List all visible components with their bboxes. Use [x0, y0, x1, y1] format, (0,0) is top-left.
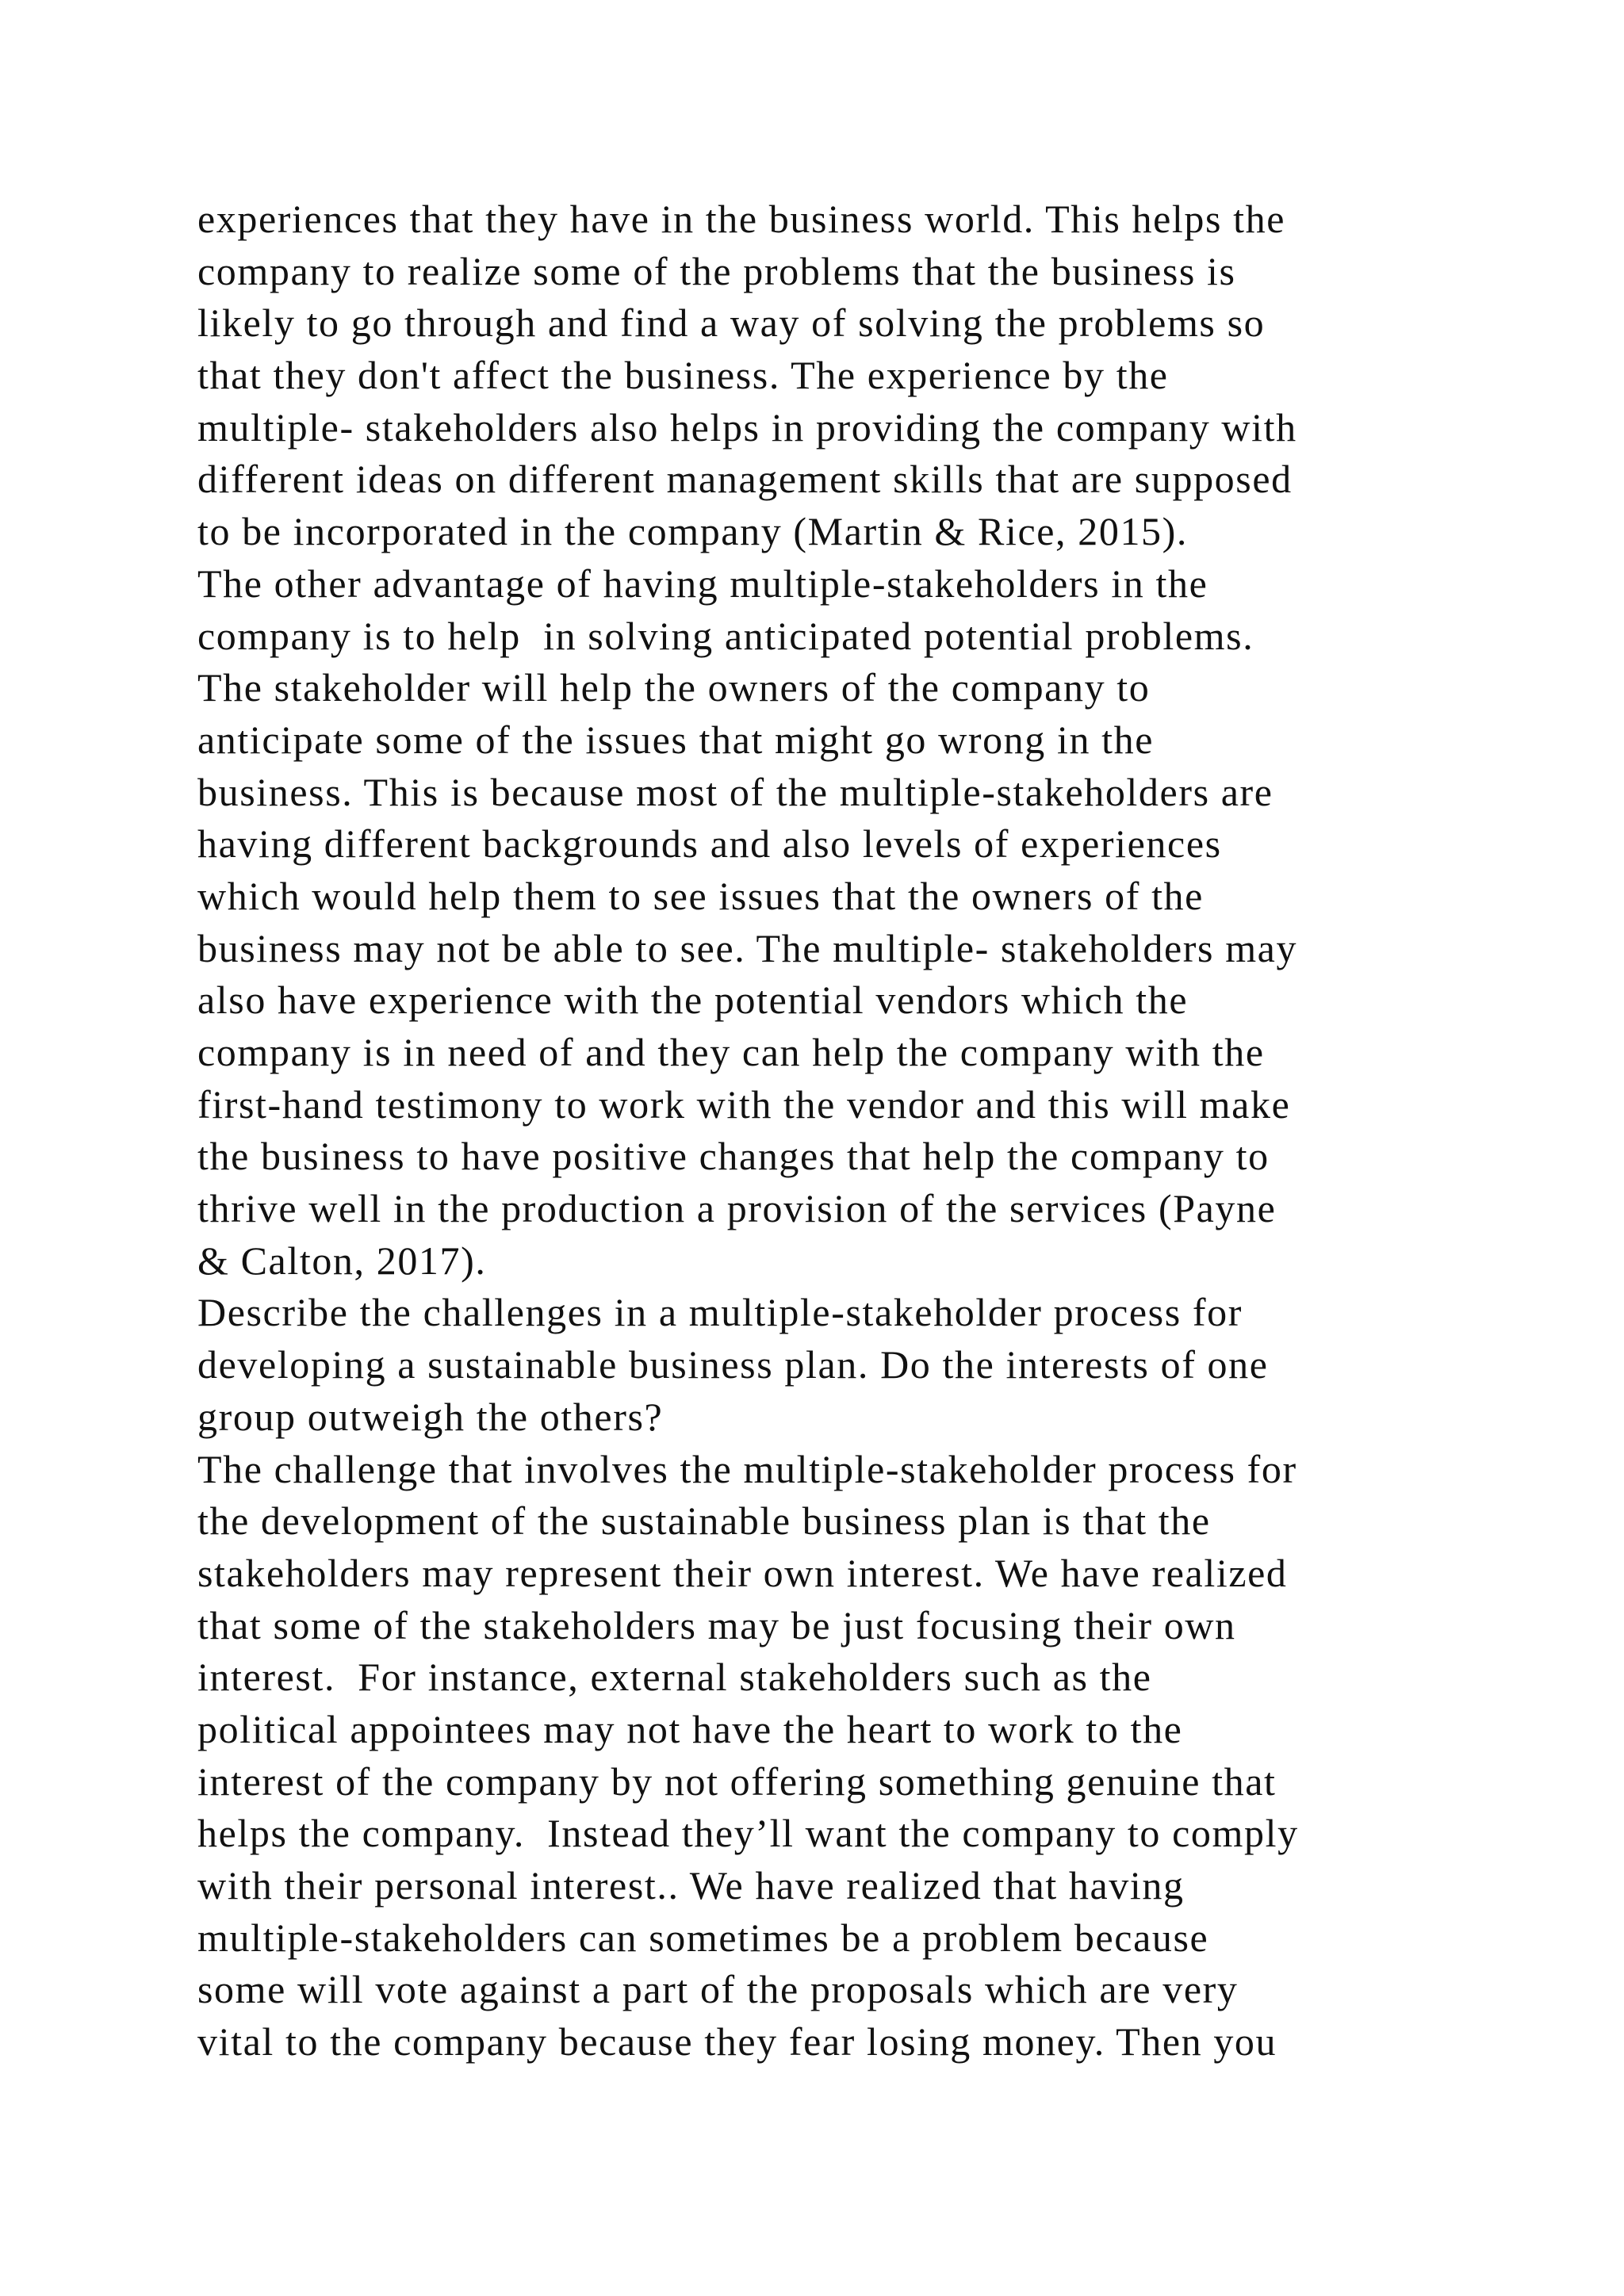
text-line: developing a sustainable business plan. Do the interests of one — [197, 1342, 1269, 1387]
text-line: to be incorporated in the company (Martin & Rice, 2015). — [197, 509, 1188, 554]
text-line: company is in need of and they can help the company with the — [197, 1030, 1265, 1074]
text-line: The other advantage of having multiple-stakeholders in the — [197, 561, 1208, 606]
text-line: multiple-stakeholders can sometimes be a problem because — [197, 1915, 1209, 1960]
text-line: also have experience with the potential vendors which the — [197, 978, 1189, 1023]
text-line: company to realize some of the problems that the business is — [197, 248, 1236, 293]
text-line: helps the company. Instead they’ll want the company to comply — [197, 1811, 1299, 1856]
text-line: The challenge that involves the multiple-stakeholder process for — [197, 1446, 1297, 1491]
text-line: & Calton, 2017). — [197, 1238, 487, 1283]
text-line: vital to the company because they fear losing money. Then you — [197, 2019, 1277, 2064]
text-line: having different backgrounds and also levels of experiences — [197, 821, 1222, 867]
body-text — [197, 193, 1498, 2068]
text-line: experiences that they have in the business world. This helps the — [197, 197, 1286, 241]
text-line: different ideas on different management skills that are supposed — [197, 457, 1293, 502]
text-line: the business to have positive changes that help the company to — [197, 1134, 1270, 1179]
text-line: which would help them to see issues that the owners of the — [197, 873, 1204, 918]
text-line: the development of the sustainable business plan is that the — [197, 1498, 1211, 1544]
text-line: likely to go through and find a way of solving the problems so — [197, 300, 1266, 346]
text-line: with their personal interest.. We have realized that having — [197, 1863, 1185, 1908]
text-line: interest of the company by not offering something genuine that — [197, 1758, 1277, 1804]
text-line: that they don't affect the business. The experience by the — [197, 353, 1169, 398]
text-line: anticipate some of the issues that might go wrong in the — [197, 717, 1155, 762]
text-line: stakeholders may represent their own interest. We have realized — [197, 1550, 1288, 1595]
text-line: some will vote against a part of the proposals which are very — [197, 1967, 1239, 2012]
text-line: that some of the stakeholders may be just focusing their own — [197, 1602, 1236, 1647]
text-line: first-hand testimony to work with the vendor and this will make — [197, 1081, 1291, 1127]
text-line: business. This is because most of the multiple-stakeholders are — [197, 769, 1274, 814]
text-line: group outweigh the others? — [197, 1394, 664, 1439]
text-line: The stakeholder will help the owners of the company to — [197, 665, 1151, 710]
text-line: interest. For instance, external stakeholders such as the — [197, 1655, 1152, 1700]
text-line: thrive well in the production a provision of the services (Payne — [197, 1186, 1277, 1231]
text-line: company is to help in solving anticipated potential problems. — [197, 613, 1254, 658]
text-line: Describe the challenges in a multiple-stakeholder process for — [197, 1290, 1243, 1335]
text-line: multiple- stakeholders also helps in providing the company with — [197, 404, 1297, 450]
text-line: political appointees may not have the heart to work to the — [197, 1706, 1183, 1751]
text-line: business may not be able to see. The multiple- stakeholders may — [197, 925, 1298, 970]
